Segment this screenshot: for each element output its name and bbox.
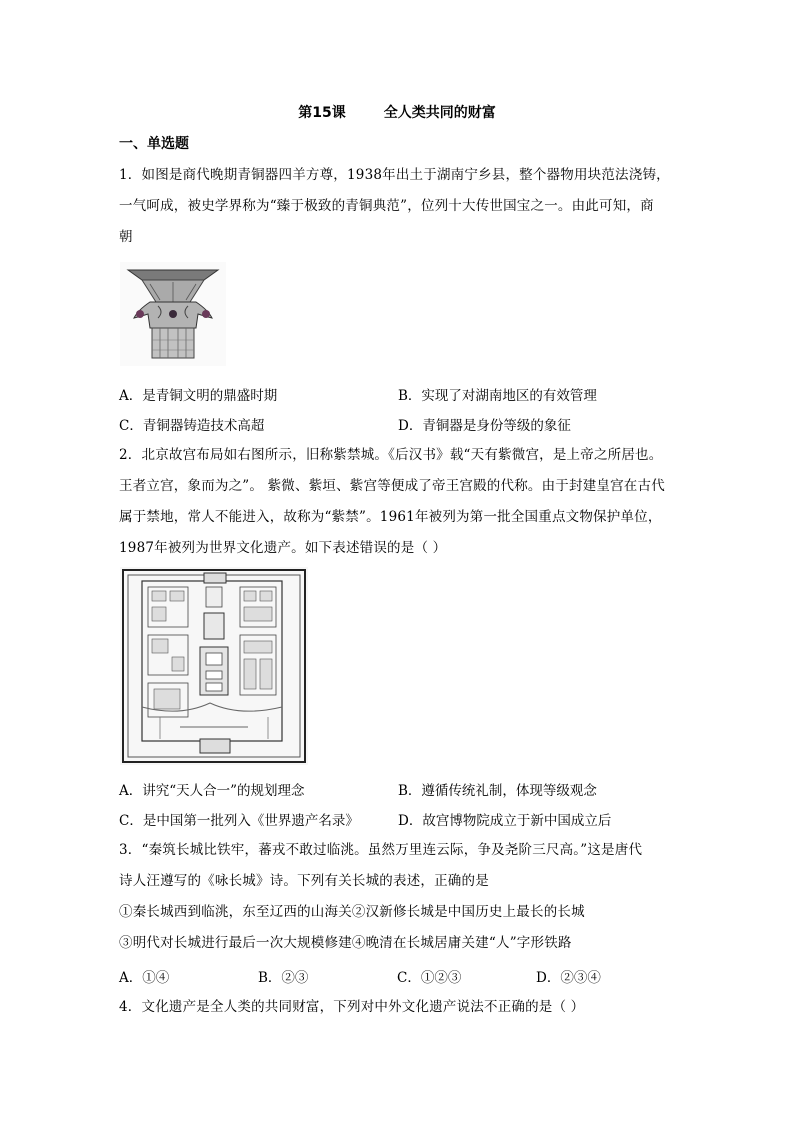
question-line: 属于禁地，常人不能进入，故称为“紫禁”。1961年被列为第一批全国重点文物保护单位，: [119, 509, 662, 525]
question-line: ③明代对长城进行最后一次大规模修建④晚清在长城居庸关建“人”字形铁路: [119, 935, 572, 951]
section-heading: 一、单选题: [119, 136, 189, 152]
question-line: 2．北京故宫布局如右图所示，旧称紫禁城。《后汉书》载“天有紫微宫，是上帝之所居也。: [119, 447, 663, 463]
lesson-name: 全人类共同的财富: [383, 105, 496, 121]
option-c: C．青铜器铸造技术高超: [119, 418, 265, 434]
question-line: 1．如图是商代晚期青铜器四羊方尊，1938年出土于湖南宁乡县，整个器物用块范法浇铸，: [119, 167, 670, 183]
question-line: 朝: [119, 229, 133, 245]
option-b: B．②③: [258, 970, 309, 986]
question-4-stem: [119, 992, 684, 1023]
option-d: D．②③④: [536, 970, 601, 986]
forbidden-city-plan-image: [120, 567, 308, 765]
bronze-square-zun-image: [120, 262, 226, 366]
question-line: 王者立宫，象而为之”。 紫微、紫垣、紫宫等便成了帝王宫殿的代称。由于封建皇宫在古代: [119, 478, 665, 494]
option-a: A．是青铜文明的鼎盛时期: [119, 388, 278, 404]
lesson-number: 第15课: [298, 105, 346, 121]
question-2-stem: [119, 440, 684, 564]
option-b: B．实现了对湖南地区的有效管理: [398, 388, 597, 404]
option-d: D．青铜器是身份等级的象征: [398, 418, 571, 434]
question-line: 1987年被列为世界文化遗产。如下表述错误的是（ ）: [119, 540, 447, 556]
question-line: 3．“秦筑长城比铁牢，蕃戎不敢过临洮。虽然万里连云际，争及尧阶三尺高。”这是唐代: [119, 842, 643, 858]
option-d: D．故宫博物院成立于新中国成立后: [398, 813, 612, 829]
lesson-title: [0, 102, 794, 122]
question-line: 4．文化遗产是全人类的共同财富，下列对中外文化遗产说法不正确的是（ ）: [119, 999, 585, 1015]
question-line: 一气呵成，被史学界称为“臻于极致的青铜典范”，位列十大传世国宝之一。由此可知，商: [119, 198, 654, 214]
option-c: C．是中国第一批列入《世界遗产名录》: [119, 813, 359, 829]
option-b: B．遵循传统礼制，体现等级观念: [398, 783, 597, 799]
question-1-stem: [119, 160, 684, 253]
option-a: A．讲究“天人合一”的规划理念: [119, 783, 305, 799]
option-c: C．①②③: [397, 970, 462, 986]
option-a: A．①④: [119, 970, 170, 986]
question-line: ①秦长城西到临洮，东至辽西的山海关②汉新修长城是中国历史上最长的长城: [119, 904, 585, 920]
question-3-stem: [119, 835, 684, 959]
question-line: 诗人汪遵写的《咏长城》诗。下列有关长城的表述，正确的是: [119, 873, 489, 889]
